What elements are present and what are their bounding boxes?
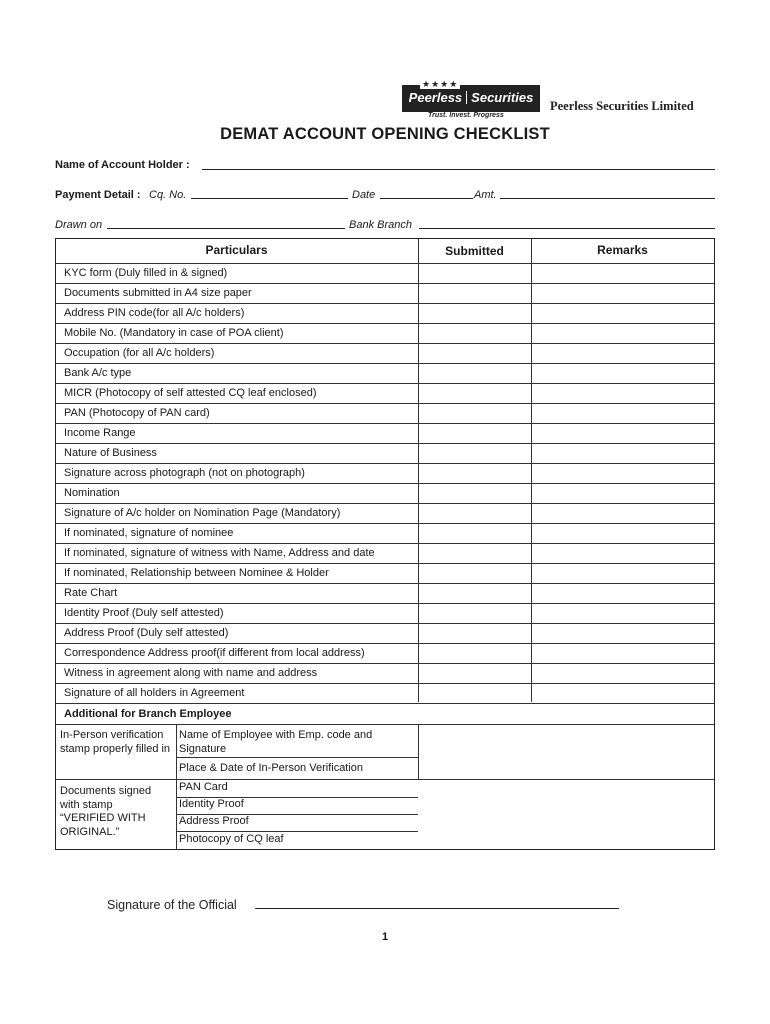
checklist-row: Witness in agreement along with name and address (64, 667, 318, 679)
checklist-row: Income Range (64, 427, 136, 439)
signature-field[interactable] (255, 908, 619, 909)
checklist-row: Rate Chart (64, 587, 118, 599)
in-person-label: In-Person verification stamp properly filled in (60, 729, 171, 755)
in-person-item: Name of Employee with Emp. code and Signature (179, 729, 373, 755)
logo-name-right: Securities (471, 90, 534, 105)
drawn-on-field[interactable] (107, 228, 345, 229)
checklist-row: Signature of A/c holder on Nomination Page (Mandatory) (64, 507, 341, 519)
logo-name-left: Peerless (408, 90, 463, 105)
checklist-row: Occupation (for all A/c holders) (64, 347, 215, 359)
checklist-row: Bank A/c type (64, 367, 132, 379)
section-title: Additional for Branch Employee (64, 708, 232, 720)
account-holder-field[interactable] (202, 169, 715, 170)
docs-label: Documents signed with stamp “VERIFIED WITH ORIGINAL.” (60, 785, 152, 838)
checklist-row: If nominated, Relationship between Nominee & Holder (64, 567, 329, 579)
bank-branch-label: Bank Branch (349, 219, 412, 231)
remarks-header: Remarks (597, 243, 648, 257)
docs-item: PAN Card (179, 781, 228, 793)
submitted-header: Submitted (445, 244, 504, 258)
logo-stars-icon: ★★★★ (422, 79, 459, 89)
checklist-row: Address Proof (Duly self attested) (64, 627, 229, 639)
checklist-row: Mobile No. (Mandatory in case of POA client) (64, 327, 284, 339)
docs-item: Address Proof (179, 815, 249, 827)
checklist-row: Signature across photograph (not on photograph) (64, 467, 305, 479)
page-number: 1 (381, 931, 389, 943)
checklist-row: Address PIN code(for all A/c holders) (64, 307, 245, 319)
checklist-row: Signature of all holders in Agreement (64, 687, 245, 699)
docs-item: Identity Proof (179, 798, 244, 810)
date-label: Date (352, 189, 376, 201)
amt-label: Amt. (474, 189, 497, 201)
page-title: DEMAT ACCOUNT OPENING CHECKLIST (220, 125, 550, 143)
in-person-item: Place & Date of In-Person Verification (179, 762, 364, 774)
logo-wordmark (402, 90, 540, 106)
account-holder-label: Name of Account Holder : (55, 159, 190, 171)
checklist-table (55, 238, 715, 850)
date-field[interactable] (380, 198, 473, 199)
checklist-row: PAN (Photocopy of PAN card) (64, 407, 210, 419)
logo-tagline: Trust. Invest. Progress (428, 112, 504, 119)
checklist-row: If nominated, signature of nominee (64, 527, 234, 539)
bank-branch-field[interactable] (419, 228, 715, 229)
checklist-row: Identity Proof (Duly self attested) (64, 607, 224, 619)
payment-detail-label: Payment Detail : (55, 189, 141, 201)
particulars-header: Particulars (205, 243, 268, 257)
cq-no-label: Cq. No. (149, 189, 187, 201)
docs-item: Photocopy of CQ leaf (179, 833, 284, 845)
checklist-row: Nature of Business (64, 447, 157, 459)
company-logo (402, 85, 540, 112)
signature-label: Signature of the Official (107, 898, 237, 912)
checklist-row: Nomination (64, 487, 120, 499)
cq-no-field[interactable] (191, 198, 348, 199)
checklist-row: Correspondence Address proof(if different from local address) (64, 647, 365, 659)
checklist-row: Documents submitted in A4 size paper (64, 287, 252, 299)
checklist-row: MICR (Photocopy of self attested CQ leaf enclosed) (64, 387, 317, 399)
checklist-row: KYC form (Duly filled in & signed) (64, 267, 228, 279)
company-name: Peerless Securities Limited (550, 99, 694, 113)
drawn-on-label: Drawn on (55, 219, 103, 231)
amt-field[interactable] (500, 198, 715, 199)
checklist-row: If nominated, signature of witness with Name, Address and date (64, 547, 375, 559)
